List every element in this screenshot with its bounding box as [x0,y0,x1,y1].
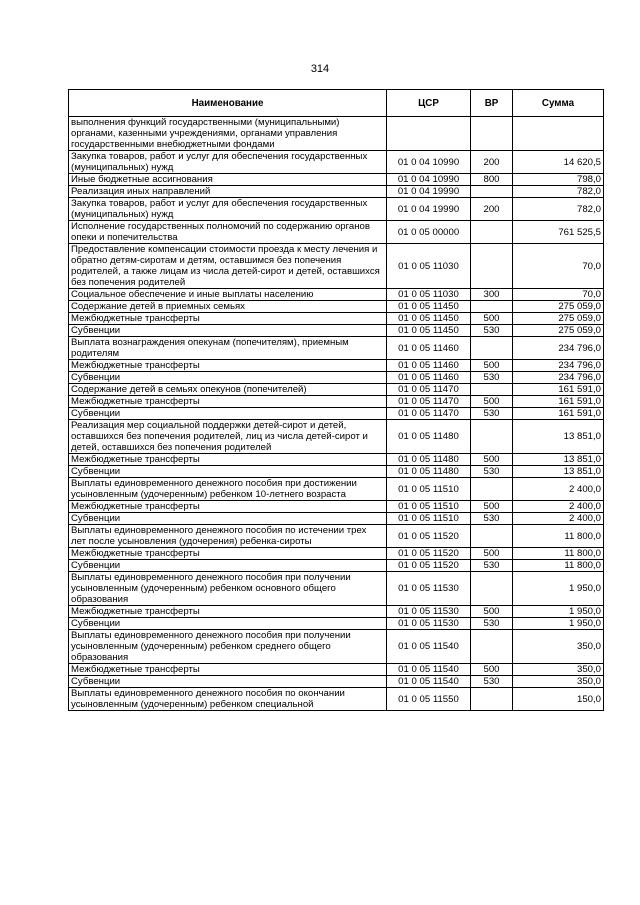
row-csr-cell: 01 0 04 19990 [387,186,471,198]
table-row [69,301,604,313]
row-vr-cell [471,186,513,198]
row-vr-cell [471,572,513,606]
row-csr-cell: 01 0 05 11520 [387,560,471,572]
table-row [69,117,604,151]
row-csr-cell: 01 0 05 11530 [387,572,471,606]
row-vr-cell [471,630,513,664]
row-vr-cell: 530 [471,676,513,688]
table-row [69,313,604,325]
row-name-cell: Межбюджетные трансферты [69,454,387,466]
table-row [69,289,604,301]
row-vr-cell: 500 [471,454,513,466]
row-vr-cell: 500 [471,360,513,372]
row-vr-cell [471,301,513,313]
row-name-cell: Реализация мер социальной поддержки детей-сирот и детей, оставшихся без попечения родителей, лиц из числа детей-сирот и детей, оставшихся без попечения родителей [69,420,387,454]
row-vr-cell [471,525,513,548]
row-csr-cell: 01 0 05 11460 [387,337,471,360]
table-row [69,688,604,711]
row-vr-cell: 530 [471,372,513,384]
row-name-cell: Субвенции [69,466,387,478]
table-row [69,360,604,372]
table-row [69,513,604,525]
table-row [69,664,604,676]
row-vr-cell: 530 [471,408,513,420]
row-vr-cell: 800 [471,174,513,186]
table-row [69,337,604,360]
row-vr-cell: 530 [471,560,513,572]
row-csr-cell: 01 0 04 10990 [387,174,471,186]
table-row [69,676,604,688]
header-sum: Сумма [513,90,604,117]
row-csr-cell: 01 0 05 11480 [387,420,471,454]
row-csr-cell: 01 0 05 11530 [387,618,471,630]
row-name-cell: Содержание детей в приемных семьях [69,301,387,313]
row-sum-cell: 161 591,0 [513,408,604,420]
table-row [69,606,604,618]
row-csr-cell: 01 0 05 11030 [387,289,471,301]
row-csr-cell: 01 0 05 11510 [387,501,471,513]
row-sum-cell: 275 059,0 [513,313,604,325]
row-name-cell: Выплаты единовременного денежного пособия при достижении усыновленным (удочеренным) ребенком 10-летнего возраста [69,478,387,501]
row-name-cell: Содержание детей в семьях опекунов (попечителей) [69,384,387,396]
row-name-cell: Выплаты единовременного денежного пособия по окончании усыновленным (удочеренным) ребенком специальной [69,688,387,711]
row-sum-cell: 234 796,0 [513,337,604,360]
row-sum-cell [513,117,604,151]
row-name-cell: Субвенции [69,676,387,688]
row-sum-cell: 782,0 [513,198,604,221]
row-vr-cell [471,244,513,289]
table-header-row [69,90,604,117]
row-csr-cell: 01 0 05 11550 [387,688,471,711]
row-name-cell: Субвенции [69,372,387,384]
row-name-cell: Закупка товаров, работ и услуг для обеспечения государственных (муниципальных) нужд [69,198,387,221]
table-row [69,396,604,408]
table-row [69,221,604,244]
row-csr-cell: 01 0 05 11520 [387,525,471,548]
row-name-cell: Межбюджетные трансферты [69,313,387,325]
row-vr-cell: 500 [471,501,513,513]
table-row [69,560,604,572]
row-vr-cell: 200 [471,151,513,174]
row-csr-cell: 01 0 05 11480 [387,454,471,466]
row-vr-cell [471,337,513,360]
row-vr-cell [471,117,513,151]
row-name-cell: Выплата вознаграждения опекунам (попечителям), приемным родителям [69,337,387,360]
row-vr-cell: 500 [471,313,513,325]
row-name-cell: Социальное обеспечение и иные выплаты населению [69,289,387,301]
row-csr-cell: 01 0 05 11030 [387,244,471,289]
row-name-cell: Межбюджетные трансферты [69,606,387,618]
table-row [69,384,604,396]
header-vr: ВР [471,90,513,117]
row-vr-cell [471,221,513,244]
row-sum-cell: 350,0 [513,630,604,664]
row-name-cell: Закупка товаров, работ и услуг для обеспечения государственных (муниципальных) нужд [69,151,387,174]
row-sum-cell: 1 950,0 [513,618,604,630]
row-vr-cell: 530 [471,513,513,525]
row-sum-cell: 2 400,0 [513,478,604,501]
table-row [69,174,604,186]
row-vr-cell: 500 [471,548,513,560]
row-sum-cell: 234 796,0 [513,372,604,384]
row-vr-cell [471,384,513,396]
row-sum-cell: 275 059,0 [513,301,604,313]
row-sum-cell: 13 851,0 [513,454,604,466]
table-row [69,572,604,606]
row-name-cell: выполнения функций государственными (муниципальными) органами, казенными учреждениями, органами управления государственными внебюджетными фондами [69,117,387,151]
row-csr-cell: 01 0 05 11540 [387,630,471,664]
row-vr-cell: 530 [471,618,513,630]
row-csr-cell: 01 0 05 11530 [387,606,471,618]
row-csr-cell: 01 0 05 11480 [387,466,471,478]
table-row [69,548,604,560]
table-row [69,325,604,337]
row-sum-cell: 150,0 [513,688,604,711]
row-csr-cell: 01 0 05 11450 [387,313,471,325]
row-vr-cell: 300 [471,289,513,301]
row-csr-cell: 01 0 05 11470 [387,408,471,420]
row-sum-cell: 13 851,0 [513,466,604,478]
row-name-cell: Выплаты единовременного денежного пособия при получении усыновленным (удочеренным) ребенком среднего общего образования [69,630,387,664]
row-sum-cell: 14 620,5 [513,151,604,174]
row-sum-cell: 782,0 [513,186,604,198]
row-sum-cell: 275 059,0 [513,325,604,337]
row-sum-cell: 11 800,0 [513,548,604,560]
row-name-cell: Субвенции [69,408,387,420]
budget-table [68,89,604,711]
row-csr-cell: 01 0 05 11470 [387,396,471,408]
page-number: 314 [310,63,330,75]
row-vr-cell: 530 [471,466,513,478]
row-name-cell: Реализация иных направлений [69,186,387,198]
row-csr-cell: 01 0 05 00000 [387,221,471,244]
row-vr-cell: 500 [471,664,513,676]
row-sum-cell: 161 591,0 [513,396,604,408]
row-name-cell: Межбюджетные трансферты [69,501,387,513]
row-name-cell: Выплаты единовременного денежного пособия при получении усыновленным (удочеренным) ребенком основного общего образования [69,572,387,606]
row-csr-cell: 01 0 05 11510 [387,478,471,501]
header-csr: ЦСР [387,90,471,117]
row-sum-cell: 70,0 [513,244,604,289]
row-vr-cell: 200 [471,198,513,221]
table-row [69,454,604,466]
row-name-cell: Субвенции [69,618,387,630]
row-csr-cell: 01 0 05 11520 [387,548,471,560]
table-row [69,186,604,198]
row-name-cell: Исполнение государственных полномочий по содержанию органов опеки и попечительства [69,221,387,244]
table-row [69,618,604,630]
row-csr-cell: 01 0 04 19990 [387,198,471,221]
row-name-cell: Субвенции [69,560,387,572]
header-name: Наименование [69,90,387,117]
row-vr-cell [471,478,513,501]
table-row [69,151,604,174]
row-sum-cell: 350,0 [513,664,604,676]
table-row [69,478,604,501]
row-csr-cell: 01 0 05 11540 [387,676,471,688]
row-name-cell: Межбюджетные трансферты [69,360,387,372]
row-sum-cell: 350,0 [513,676,604,688]
table-row [69,525,604,548]
table-row [69,198,604,221]
row-sum-cell: 798,0 [513,174,604,186]
table-row [69,420,604,454]
table-row [69,501,604,513]
row-csr-cell: 01 0 05 11460 [387,372,471,384]
row-sum-cell: 13 851,0 [513,420,604,454]
row-csr-cell: 01 0 05 11450 [387,301,471,313]
row-sum-cell: 11 800,0 [513,560,604,572]
row-sum-cell: 2 400,0 [513,513,604,525]
table-body [69,117,604,711]
row-name-cell: Иные бюджетные ассигнования [69,174,387,186]
table-row [69,466,604,478]
row-sum-cell: 2 400,0 [513,501,604,513]
row-csr-cell: 01 0 04 10990 [387,151,471,174]
row-name-cell: Межбюджетные трансферты [69,396,387,408]
row-sum-cell: 1 950,0 [513,606,604,618]
row-vr-cell [471,420,513,454]
row-name-cell: Межбюджетные трансферты [69,548,387,560]
row-sum-cell: 234 796,0 [513,360,604,372]
row-csr-cell: 01 0 05 11460 [387,360,471,372]
row-name-cell: Выплаты единовременного денежного пособия по истечении трех лет после усыновления (удочерения) ребенка-сироты [69,525,387,548]
row-name-cell: Субвенции [69,513,387,525]
row-vr-cell: 500 [471,606,513,618]
row-vr-cell: 530 [471,325,513,337]
row-csr-cell: 01 0 05 11540 [387,664,471,676]
row-csr-cell: 01 0 05 11470 [387,384,471,396]
row-vr-cell: 500 [471,396,513,408]
row-sum-cell: 11 800,0 [513,525,604,548]
table-row [69,408,604,420]
row-csr-cell: 01 0 05 11450 [387,325,471,337]
row-name-cell: Межбюджетные трансферты [69,664,387,676]
row-name-cell: Субвенции [69,325,387,337]
table-row [69,372,604,384]
row-vr-cell [471,688,513,711]
table-row [69,244,604,289]
row-sum-cell: 761 525,5 [513,221,604,244]
row-sum-cell: 1 950,0 [513,572,604,606]
row-sum-cell: 70,0 [513,289,604,301]
row-name-cell: Предоставление компенсации стоимости проезда к месту лечения и обратно детям-сиротам и детям, оставшимся без попечения родителей, а также лицам из числа детей-сирот и детей, оставшихся без попечения родителей [69,244,387,289]
row-csr-cell [387,117,471,151]
row-csr-cell: 01 0 05 11510 [387,513,471,525]
row-sum-cell: 161 591,0 [513,384,604,396]
table-row [69,630,604,664]
